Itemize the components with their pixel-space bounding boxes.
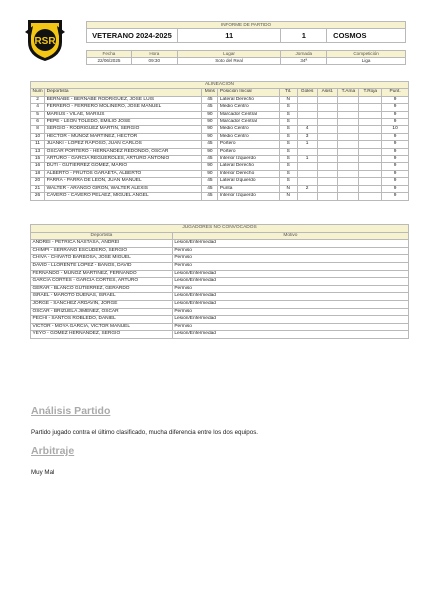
lineup-cell: 9 bbox=[382, 96, 409, 103]
lineup-row bbox=[31, 126, 409, 133]
lineup-cell: S bbox=[279, 126, 297, 133]
lineup-cell: S bbox=[279, 178, 297, 185]
not-called-row bbox=[31, 262, 409, 270]
lineup-cell: 13 bbox=[31, 148, 45, 155]
lineup-cell bbox=[338, 148, 359, 155]
lineup-cell bbox=[338, 170, 359, 177]
not-called-row bbox=[31, 308, 409, 316]
lineup-cell: S bbox=[279, 119, 297, 126]
meta-label-matchday: Jornada bbox=[281, 51, 327, 58]
lineup-row bbox=[31, 111, 409, 118]
lineup-cell bbox=[359, 96, 382, 103]
lineup-cell: OSCAR PORTERO - HERNANDEZ REDONDO, OSCAR bbox=[45, 148, 202, 155]
lineup-cell: S bbox=[279, 141, 297, 148]
lineup-cell: N bbox=[279, 185, 297, 192]
lineup-cell: FERRERO - FERRERO MOLINERO, JOSE MANUEL bbox=[45, 104, 202, 111]
lineup-cell: 4 bbox=[31, 104, 45, 111]
not-called-cell: Lesión/Enfermedad bbox=[172, 316, 408, 324]
lineup-cell bbox=[359, 178, 382, 185]
lineup-column-header: Punt. bbox=[382, 89, 409, 96]
not-called-column-header: Deportista bbox=[31, 232, 173, 240]
lineup-cell: 45 bbox=[202, 178, 218, 185]
lineup-row bbox=[31, 104, 409, 111]
not-called-cell: FERNANDO - MUÑOZ MARTINEZ, FERNANDO bbox=[31, 270, 173, 278]
lineup-cell: CAVERO - CAVERO PELAEZ, MIGUEL ANGEL bbox=[45, 193, 202, 200]
lineup-cell: MARIUS - VILAE, MARIUS bbox=[45, 111, 202, 118]
lineup-cell: N bbox=[279, 96, 297, 103]
not-called-row bbox=[31, 255, 409, 263]
referee-title: Arbitraje bbox=[31, 445, 75, 457]
lineup-cell: DUTI - GUTIERREZ GOMEZ, MARIO bbox=[45, 163, 202, 170]
lineup-cell: Interior Izquierdo bbox=[218, 193, 280, 200]
lineup-cell: Marcador Central bbox=[218, 111, 280, 118]
not-called-cell: OSCAR - BRIZUELA JIMENEZ, OSCAR bbox=[31, 308, 173, 316]
lineup-cell: 45 bbox=[202, 104, 218, 111]
lineup-cell bbox=[317, 126, 338, 133]
lineup-cell: 9 bbox=[382, 148, 409, 155]
lineup-cell: 2 bbox=[31, 96, 45, 103]
svg-text:RSR: RSR bbox=[34, 36, 56, 47]
lineup-row bbox=[31, 96, 409, 103]
lineup-row bbox=[31, 141, 409, 148]
meta-competition: Liga bbox=[327, 58, 406, 65]
lineup-cell: S bbox=[279, 104, 297, 111]
lineup-cell bbox=[297, 96, 317, 103]
lineup-cell: 45 bbox=[202, 156, 218, 163]
lineup-cell: N bbox=[279, 193, 297, 200]
lineup-cell: 45 bbox=[202, 193, 218, 200]
meta-label-time: Hora bbox=[131, 51, 177, 58]
lineup-cell bbox=[317, 170, 338, 177]
away-score: 1 bbox=[281, 29, 327, 43]
lineup-cell: HECTOR - MUÑOZ MARTINEZ, HECTOR bbox=[45, 133, 202, 140]
lineup-cell bbox=[338, 163, 359, 170]
lineup-cell: 8 bbox=[31, 126, 45, 133]
lineup-cell bbox=[338, 178, 359, 185]
not-called-cell: GERAR - BLANCO GUTIERREZ, GERARDO bbox=[31, 285, 173, 293]
lineup-cell bbox=[359, 104, 382, 111]
lineup-cell: 90 bbox=[202, 126, 218, 133]
lineup-cell: 9 bbox=[382, 111, 409, 118]
lineup-cell: Punta bbox=[218, 185, 280, 192]
lineup-cell bbox=[359, 170, 382, 177]
lineup-cell: 18 bbox=[31, 170, 45, 177]
lineup-cell bbox=[297, 193, 317, 200]
not-called-row bbox=[31, 270, 409, 278]
lineup-row bbox=[31, 156, 409, 163]
lineup-cell: SERGIO - RODRIGUEZ MARTIN, SERGIO bbox=[45, 126, 202, 133]
lineup-cell: WALTER - ARANGO GIRON, WALTER ALEXIS bbox=[45, 185, 202, 192]
lineup-cell bbox=[297, 148, 317, 155]
lineup-cell bbox=[359, 193, 382, 200]
match-meta bbox=[86, 50, 406, 65]
analysis-title: Análisis Partido bbox=[31, 405, 111, 417]
not-called-cell: PECHI - SANTOS ROBLEDO, DANIEL bbox=[31, 316, 173, 324]
lineup-cell: 90 bbox=[202, 163, 218, 170]
lineup-cell: 45 bbox=[202, 96, 218, 103]
lineup-row bbox=[31, 193, 409, 200]
not-called-cell: Lesión/Enfermedad bbox=[172, 240, 408, 248]
not-called-row bbox=[31, 247, 409, 255]
lineup-cell bbox=[359, 185, 382, 192]
lineup-cell: JUANKI - LOPEZ RAPOSO, JUAN CARLOS bbox=[45, 141, 202, 148]
lineup-cell bbox=[317, 104, 338, 111]
lineup-cell: 5 bbox=[31, 111, 45, 118]
not-called-row bbox=[31, 278, 409, 286]
lineup-cell: Interior Izquierdo bbox=[218, 156, 280, 163]
lineup-cell bbox=[359, 148, 382, 155]
not-called-cell: Permiso bbox=[172, 262, 408, 270]
lineup-cell bbox=[359, 163, 382, 170]
lineup-column-header: T.Ama bbox=[338, 89, 359, 96]
match-header bbox=[86, 21, 406, 43]
lineup-column-header: Deportista bbox=[45, 89, 202, 96]
lineup-cell: 45 bbox=[202, 185, 218, 192]
lineup-cell bbox=[297, 111, 317, 118]
lineup-cell bbox=[297, 178, 317, 185]
not-called-cell: Lesión/Enfermedad bbox=[172, 300, 408, 308]
not-called-row bbox=[31, 240, 409, 248]
lineup-cell: 26 bbox=[31, 193, 45, 200]
lineup-cell: 2 bbox=[297, 185, 317, 192]
not-called-table bbox=[30, 224, 409, 339]
lineup-cell bbox=[359, 141, 382, 148]
lineup-cell: S bbox=[279, 170, 297, 177]
not-called-title: JUGADORES NO CONVOCADOS bbox=[31, 225, 409, 233]
not-called-cell: YEYO - GOMEZ HERNANDEZ, SERGIO bbox=[31, 331, 173, 339]
not-called-cell: ANDREI - PETRICA NASTASA, ANDREI bbox=[31, 240, 173, 248]
lineup-cell bbox=[338, 104, 359, 111]
not-called-cell: CHIMPI - SERRANO ESCUDERO, SERGIO bbox=[31, 247, 173, 255]
report-label: INFORME DE PARTIDO bbox=[87, 22, 406, 29]
not-called-cell: Lesión/Enfermedad bbox=[172, 270, 408, 278]
lineup-row bbox=[31, 178, 409, 185]
lineup-column-header: Mins bbox=[202, 89, 218, 96]
lineup-cell bbox=[338, 119, 359, 126]
lineup-cell: 1 bbox=[297, 156, 317, 163]
lineup-cell bbox=[317, 148, 338, 155]
lineup-cell: Lateral Izquierdo bbox=[218, 178, 280, 185]
not-called-cell: DAVID - LLORENTE LOPEZ - BAÑOS, DAVID bbox=[31, 262, 173, 270]
not-called-cell: ISRAEL - MAROTO DUEÑAS, ISRAEL bbox=[31, 293, 173, 301]
lineup-cell: 9 bbox=[382, 163, 409, 170]
not-called-row bbox=[31, 285, 409, 293]
lineup-cell: 15 bbox=[31, 156, 45, 163]
lineup-cell: Marcador Central bbox=[218, 119, 280, 126]
home-score: 11 bbox=[177, 29, 280, 43]
lineup-cell: Medio Centro bbox=[218, 133, 280, 140]
lineup-column-header: Posición Inicial bbox=[218, 89, 280, 96]
lineup-cell: PEPE - LEÓN TOLEDO, EMILIO JOSE bbox=[45, 119, 202, 126]
lineup-cell bbox=[338, 141, 359, 148]
not-called-cell: VICTOR - MOYA GARCIA, VICTOR MANUEL bbox=[31, 323, 173, 331]
lineup-cell: 21 bbox=[31, 185, 45, 192]
lineup-cell: 90 bbox=[202, 133, 218, 140]
lineup-cell bbox=[338, 193, 359, 200]
lineup-cell bbox=[359, 133, 382, 140]
lineup-cell: Medio Centro bbox=[218, 104, 280, 111]
lineup-cell bbox=[338, 111, 359, 118]
lineup-cell: 20 bbox=[31, 178, 45, 185]
lineup-cell: 1 bbox=[297, 141, 317, 148]
lineup-cell bbox=[317, 96, 338, 103]
lineup-cell: 9 bbox=[382, 141, 409, 148]
not-called-row bbox=[31, 293, 409, 301]
lineup-cell: 10 bbox=[382, 126, 409, 133]
meta-label-date: Fecha bbox=[87, 51, 132, 58]
meta-time: 09:30 bbox=[131, 58, 177, 65]
lineup-cell bbox=[317, 156, 338, 163]
lineup-cell: 10 bbox=[31, 133, 45, 140]
lineup-cell: 9 bbox=[382, 185, 409, 192]
not-called-cell: Permiso bbox=[172, 308, 408, 316]
lineup-column-header: Num bbox=[32, 89, 43, 95]
lineup-cell: 9 bbox=[382, 119, 409, 126]
lineup-cell: 90 bbox=[202, 111, 218, 118]
meta-matchday: 34ª bbox=[281, 58, 327, 65]
lineup-cell bbox=[317, 119, 338, 126]
lineup-cell bbox=[359, 126, 382, 133]
not-called-cell: Permiso bbox=[172, 285, 408, 293]
lineup-cell bbox=[297, 119, 317, 126]
lineup-cell: 9 bbox=[382, 178, 409, 185]
not-called-row bbox=[31, 316, 409, 324]
lineup-cell: 6 bbox=[31, 119, 45, 126]
lineup-cell: ARTURO - GARCIA REGUEROLES, ARTURO ANTONIO bbox=[45, 156, 202, 163]
not-called-cell: Permiso bbox=[172, 323, 408, 331]
lineup-cell: 3 bbox=[297, 133, 317, 140]
lineup-cell: S bbox=[279, 163, 297, 170]
lineup-cell bbox=[297, 163, 317, 170]
lineup-column-header: T.Roja bbox=[359, 89, 382, 96]
not-called-column-header: Motivo bbox=[172, 232, 408, 240]
lineup-cell bbox=[317, 185, 338, 192]
not-called-row bbox=[31, 300, 409, 308]
lineup-cell: PARRA - PARRA DE LEON, JUAN MANUEL bbox=[45, 178, 202, 185]
lineup-cell: S bbox=[279, 133, 297, 140]
lineup-row bbox=[31, 119, 409, 126]
lineup-cell: BERNABE - BERNABE RODRIGUEZ, JOSE LUIS bbox=[45, 96, 202, 103]
lineup-cell: Interior Derecho bbox=[218, 170, 280, 177]
lineup-cell: 4 bbox=[297, 126, 317, 133]
lineup-title: ALINEACIÓN bbox=[31, 82, 409, 89]
lineup-row bbox=[31, 170, 409, 177]
meta-place: Soto del Real bbox=[177, 58, 281, 65]
lineup-cell: 90 bbox=[202, 170, 218, 177]
lineup-cell bbox=[317, 141, 338, 148]
lineup-cell: Lateral Derecho bbox=[218, 96, 280, 103]
not-called-cell: Permiso bbox=[172, 255, 408, 263]
lineup-cell bbox=[338, 126, 359, 133]
not-called-cell: GARCIA CORTES - GARCIA CORTES, ARTURO bbox=[31, 278, 173, 286]
not-called-cell: Lesión/Enfermedad bbox=[172, 293, 408, 301]
lineup-cell: 9 bbox=[382, 193, 409, 200]
lineup-cell: ALBERTO - FRUTOS GARAETA, ALBERTO bbox=[45, 170, 202, 177]
lineup-cell bbox=[359, 111, 382, 118]
lineup-cell: 9 bbox=[382, 170, 409, 177]
lineup-cell bbox=[359, 119, 382, 126]
analysis-text: Partido jugado contra el último clasificado, mucha diferencia entre los dos equipos. bbox=[31, 429, 259, 436]
lineup-row bbox=[31, 163, 409, 170]
lineup-cell: 45 bbox=[202, 141, 218, 148]
lineup-row bbox=[31, 185, 409, 192]
meta-label-place: Lugar bbox=[177, 51, 281, 58]
lineup-cell: Portero bbox=[218, 141, 280, 148]
lineup-cell bbox=[317, 163, 338, 170]
lineup-cell bbox=[359, 156, 382, 163]
lineup-cell: S bbox=[279, 148, 297, 155]
meta-label-competition: Competición bbox=[327, 51, 406, 58]
not-called-cell: JORGE - SANCHEZ ARDAVIN, JORGE bbox=[31, 300, 173, 308]
lineup-cell bbox=[297, 170, 317, 177]
not-called-row bbox=[31, 331, 409, 339]
not-called-cell: CHIVA - CHIVATO BARBOSA, JOSE MIGUEL bbox=[31, 255, 173, 263]
lineup-cell: 9 bbox=[382, 156, 409, 163]
not-called-cell: Lesión/Enfermedad bbox=[172, 331, 408, 339]
not-called-cell: Lesión/Enfermedad bbox=[172, 278, 408, 286]
lineup-cell: 90 bbox=[202, 148, 218, 155]
club-logo bbox=[20, 16, 70, 62]
lineup-cell: Medio Centro bbox=[218, 126, 280, 133]
not-called-cell: Permiso bbox=[172, 247, 408, 255]
lineup-cell bbox=[317, 133, 338, 140]
lineup-cell bbox=[297, 104, 317, 111]
lineup-cell: 9 bbox=[382, 133, 409, 140]
lineup-cell: S bbox=[279, 156, 297, 163]
lineup-cell: 9 bbox=[382, 104, 409, 111]
lineup-cell: Lateral Derecho bbox=[218, 163, 280, 170]
home-team: VETERANO 2024-2025 bbox=[87, 29, 178, 43]
lineup-cell: 16 bbox=[31, 163, 45, 170]
lineup-cell bbox=[338, 156, 359, 163]
lineup-cell bbox=[317, 178, 338, 185]
lineup-cell bbox=[338, 96, 359, 103]
away-team: COSMOS bbox=[327, 29, 406, 43]
lineup-table bbox=[30, 81, 409, 201]
referee-text: Muy Mal bbox=[31, 469, 55, 476]
lineup-cell bbox=[338, 185, 359, 192]
lineup-cell: Portero bbox=[218, 148, 280, 155]
lineup-cell bbox=[317, 111, 338, 118]
not-called-row bbox=[31, 323, 409, 331]
meta-date: 22/06/2025 bbox=[87, 58, 132, 65]
lineup-cell bbox=[338, 133, 359, 140]
lineup-cell: S bbox=[279, 111, 297, 118]
lineup-row bbox=[31, 133, 409, 140]
lineup-row bbox=[31, 148, 409, 155]
lineup-cell bbox=[317, 193, 338, 200]
lineup-cell: 11 bbox=[31, 141, 45, 148]
lineup-column-header: Goles bbox=[297, 89, 317, 96]
lineup-cell: 90 bbox=[202, 119, 218, 126]
lineup-column-header: Asist. bbox=[317, 89, 338, 96]
lineup-column-header: Tit. bbox=[279, 89, 297, 96]
